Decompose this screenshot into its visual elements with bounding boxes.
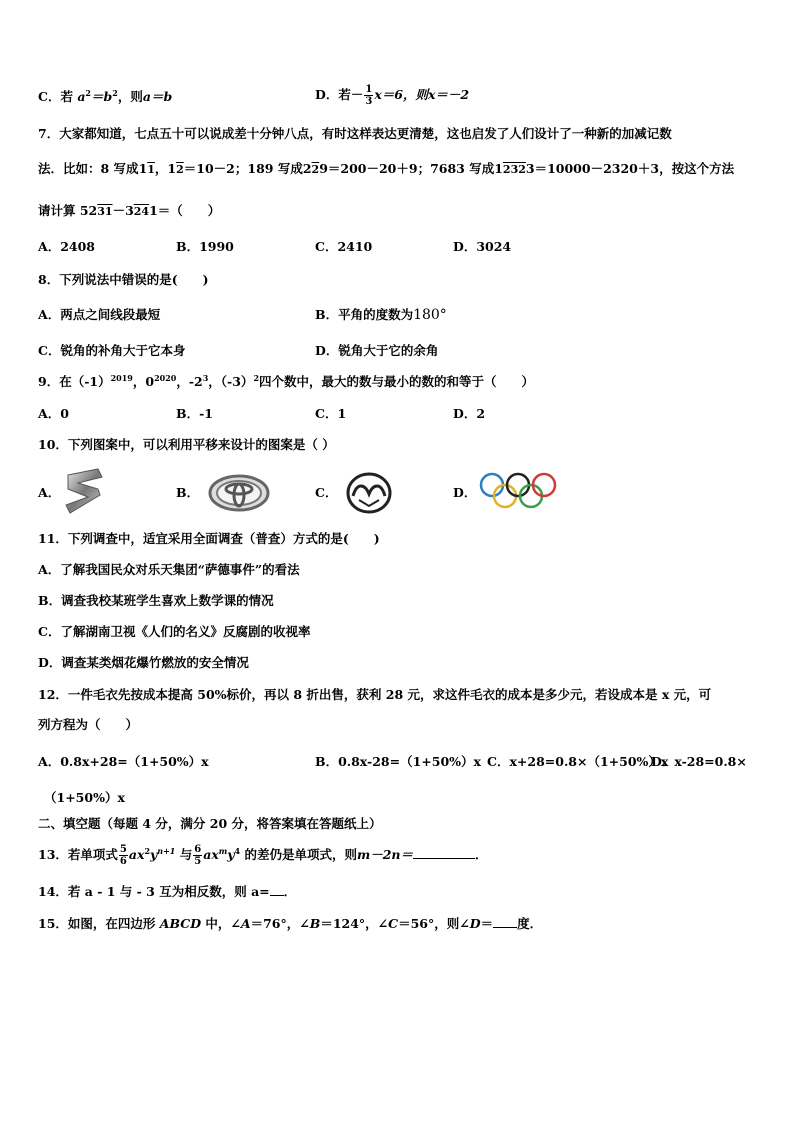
q12-option-d-cont: （1+50%）x <box>44 790 125 805</box>
q6-option-c: C．若 $a^2=b^2$，则a＝b <box>38 87 173 104</box>
q12-line1: 12．一件毛衣先按成本提高 50%标价，再以 8 折出售，获利 28 元，求这件毛衣的成本是多少元，若设成本是 x 元，可 <box>38 687 712 702</box>
q10-label-c: C． <box>315 485 338 500</box>
q7-option-b: B．1990 <box>176 239 234 254</box>
q11-stem: 11．下列调查中，适宜采用全面调查（普查）方式的是( ) <box>38 531 380 546</box>
olympic-rings-icon <box>478 471 562 511</box>
q11-option-a: A．了解我国民众对乐天集团“萨德事件”的看法 <box>38 562 300 577</box>
q10-label-b: B． <box>176 485 200 500</box>
q10-stem: 10．下列图案中，可以利用平移来设计的图案是（ ） <box>38 437 335 452</box>
q11-option-c: C．了解湖南卫视《人们的名义》反腐剧的收视率 <box>38 624 311 639</box>
q6-option-d: D．若－ $\frac{1}{3}$ x＝6，则x＝－2 <box>315 84 470 107</box>
q8-option-d: D．锐角大于它的余角 <box>315 343 439 358</box>
q15: 15．如图，在四边形 ABCD 中，∠A＝76°，∠B＝124°，∠C＝56°，则∠D＝ 度． <box>38 916 543 931</box>
q7-option-c: C．2410 <box>315 239 373 254</box>
q11-option-b: B．调查我校某班学生喜欢上数学课的情况 <box>38 593 274 608</box>
q8-option-b: B．平角的度数为180° <box>315 307 447 323</box>
q7-option-d: D．3024 <box>453 239 512 254</box>
q12-option-b: B．0.8x-28=（1+50%）x <box>315 754 481 769</box>
q14-answer-blank[interactable] <box>270 883 284 896</box>
q10-label-d: D． <box>453 485 477 500</box>
q9-stem: 9．在$(-1)^{2019}$，$0^{2020}$，$-2^3$，$(-3)^2$四个数中，最大的数与最小的数的和等于（ ） <box>38 372 535 389</box>
q8-option-c: C．锐角的补角大于它本身 <box>38 343 186 358</box>
q12-line2: 列方程为（ ） <box>38 717 139 732</box>
q12-option-a: A．0.8x+28=（1+50%）x <box>38 754 209 769</box>
q13-answer-blank[interactable] <box>413 846 475 859</box>
q12-option-c: C．x+28=0.8×（1+50%）x <box>487 754 669 769</box>
q14: 14．若 a - 1 与 - 3 互为相反数，则 a= ． <box>38 884 297 899</box>
q11-option-d: D．调查某类烟花爆竹燃放的安全情况 <box>38 655 249 670</box>
q7-line3: 请计算 5231－3241＝（ ） <box>38 203 221 218</box>
q9-option-a: A．0 <box>38 406 69 421</box>
toyota-logo-icon <box>207 473 271 513</box>
q8-stem: 8．下列说法中错误的是( ) <box>38 272 209 287</box>
q7-option-a: A．2408 <box>38 239 95 254</box>
q7-line1: 7．大家都知道，七点五十可以说成差十分钟八点，有时这样表达更清楚，这也启发了人们设计了一种新的加减记数 <box>38 126 672 141</box>
section-heading: 二、填空题（每题 4 分，满分 20 分，将答案填在答题纸上） <box>38 816 382 831</box>
q10-label-a: A． <box>38 485 61 500</box>
q8-option-a: A．两点之间线段最短 <box>38 307 161 322</box>
q9-option-d: D．2 <box>453 406 486 421</box>
q12-option-d: D．x-28=0.8× <box>651 754 747 769</box>
q13: 13．若单项式 $\frac{5}{6}$ $ax^2y^{n+1}$ 与 $\frac{6}{5}$ $ax^my^4$ 的差仍是单项式，则m－2n＝ ． <box>38 844 488 867</box>
mazda-logo-icon <box>345 472 393 514</box>
q9-option-c: C．1 <box>315 406 347 421</box>
q9-option-b: B．-1 <box>176 406 213 421</box>
q7-line2: 法．比如：8 写成11，12＝10－2；189 写成229＝200－20＋9；7683 写成12323＝10000－2320＋3，按这个方法 <box>38 161 735 176</box>
suzuki-logo-icon <box>62 467 106 515</box>
q15-answer-blank[interactable] <box>493 915 517 928</box>
